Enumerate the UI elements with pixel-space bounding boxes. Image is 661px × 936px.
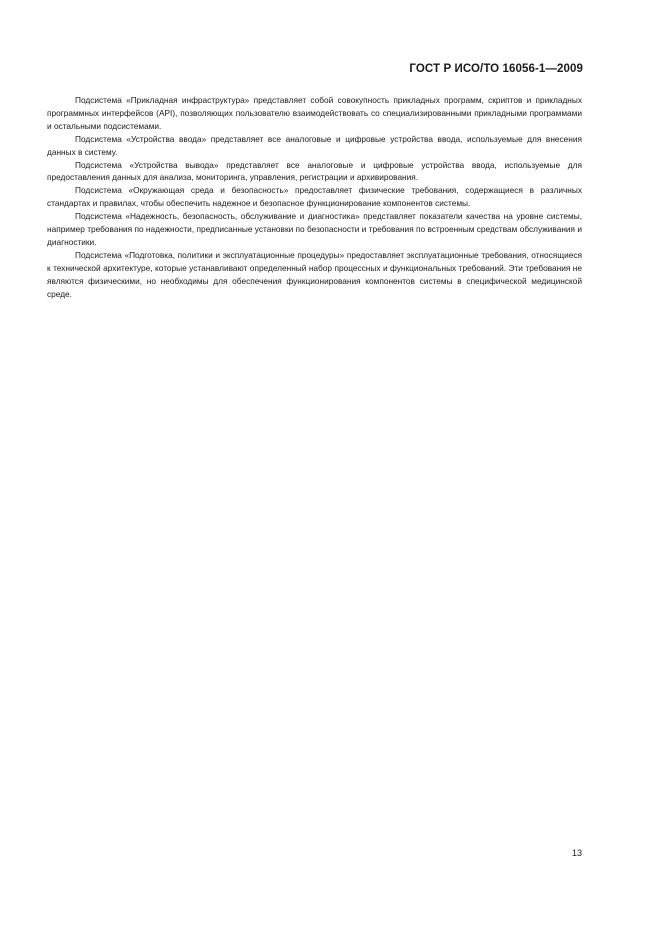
paragraph-input-devices: Подсистема «Устройства ввода» представляет все аналоговые и цифровые устройства ввода, используемые для внесения данных в систему.: [47, 133, 582, 157]
paragraph-environment-safety: Подсистема «Окружающая среда и безопасность» предоставляет физические требования, содержащиеся в различных стандартах и правилах, чтобы обеспечить надежное и безопасное функционирование компонентов системы.: [47, 185, 582, 209]
document-header: ГОСТ Р ИСО/ТО 16056-1—2009: [409, 63, 583, 75]
paragraph-application-infrastructure: Подсистема «Прикладная инфраструктура» представляет собой совокупность прикладных программ, скриптов и прикладных программных интерфейсов (API), позволяющих пользователю взаимодействовать со специализированными прикладными программами и остальными подсистемами.: [47, 95, 582, 131]
paragraph-output-devices: Подсистема «Устройства вывода» представляет все аналоговые и цифровые устройства ввода, используемые для предоставления данных для анализа, мониторинга, управления, регистрации и архивирования.: [47, 159, 582, 183]
paragraph-reliability-diagnostics: Подсистема «Надежность, безопасность, обслуживание и диагностика» представляет показатели качества на уровне системы, например требования по надежности, предписанные установки по безопасности и требования по встроенным средствам обслуживания и диагностики.: [47, 211, 582, 247]
page-number: 13: [571, 848, 582, 858]
document-body: [47, 94, 582, 301]
paragraph-training-procedures: Подсистема «Подготовка, политики и эксплуатационные процедуры» предоставляет эксплуатационные требования, относящиеся к технической архитектуре, которые устанавливают определенный набор процессных и функциональных требований. Эти требования не являются физическими, но необходимы для обеспечения функционирования компонентов системы в специфической медицинской среде.: [47, 249, 582, 299]
